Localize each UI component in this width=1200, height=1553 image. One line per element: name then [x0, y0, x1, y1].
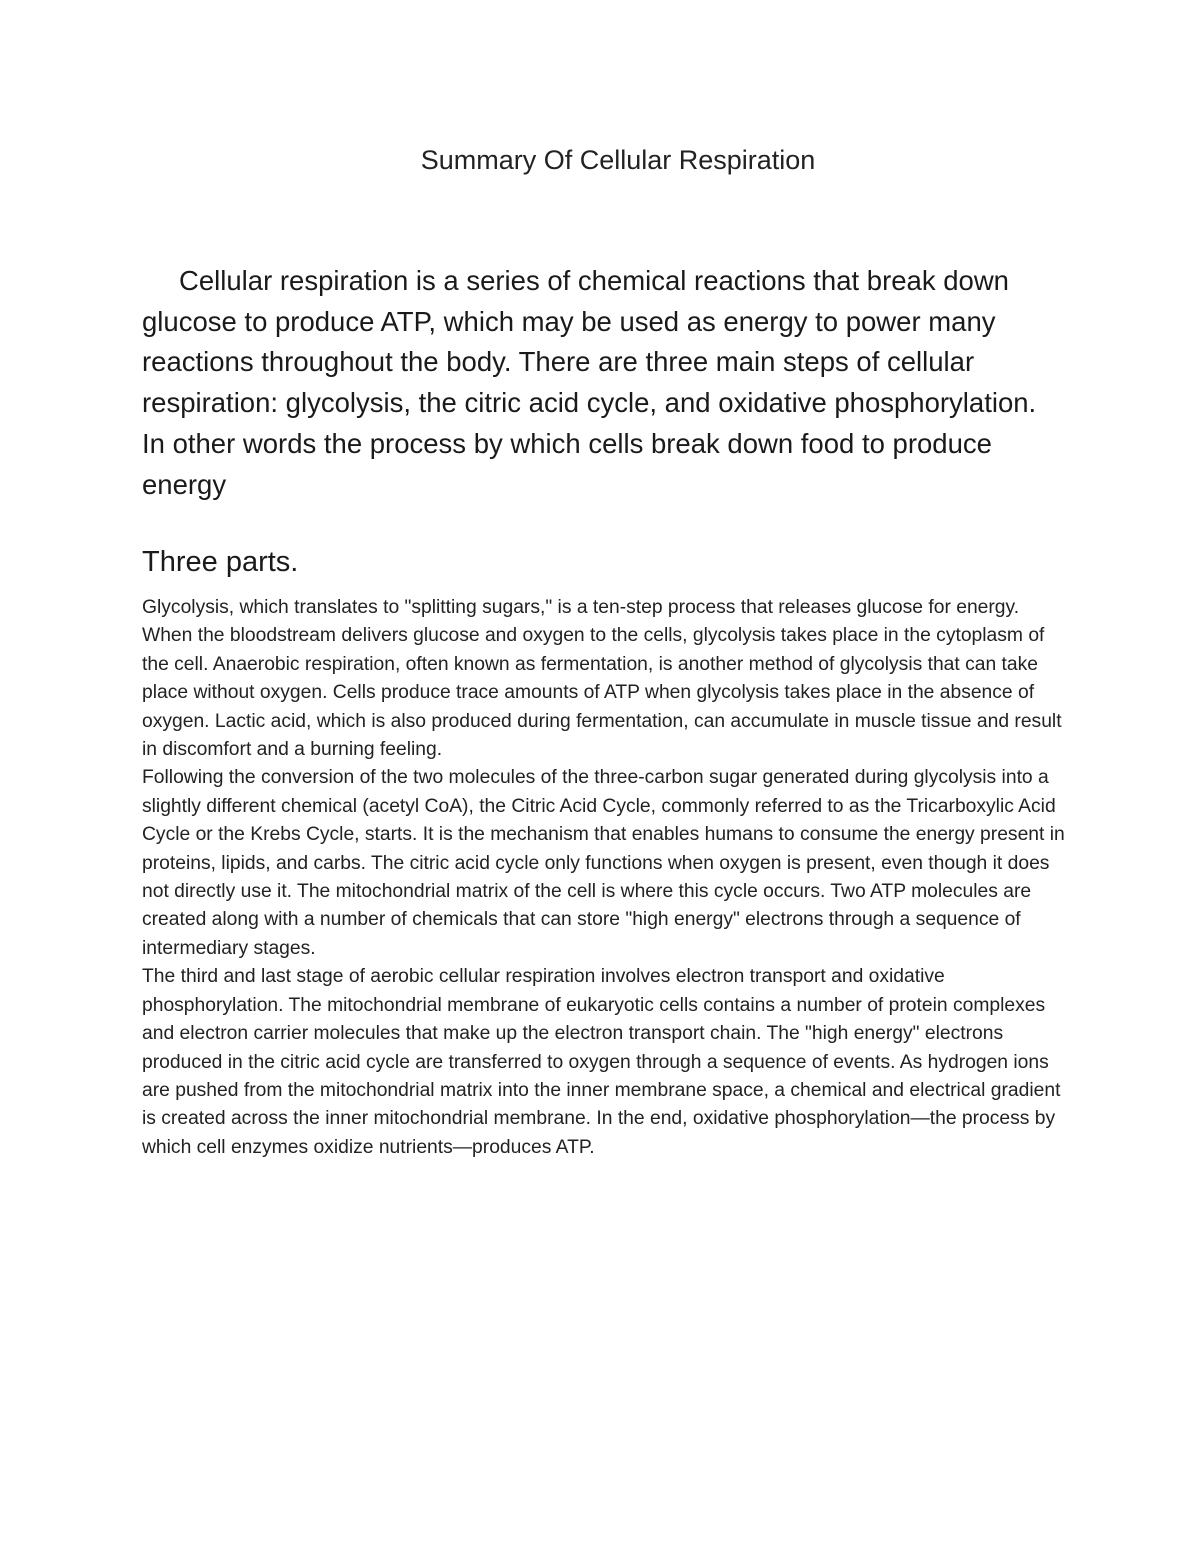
paragraph-glycolysis: Glycolysis, which translates to "splitting sugars," is a ten-step process that releases glucose for energy. When the bloodstream delivers glucose and oxygen to the cells, glycolysis takes place in the cytoplasm of the cell. Anaerobic respiration, often known as fermentation, is another method of glycolysis that can take place without oxygen. Cells produce trace amounts of ATP when glycolysis takes place in the absence of oxygen. Lactic acid, which is also produced during fermentation, can accumulate in muscle tissue and result in discomfort and a burning feeling.: [142, 597, 1062, 761]
document-title: Summary Of Cellular Respiration: [420, 145, 816, 175]
section-heading: Three parts.: [142, 546, 299, 578]
intro-paragraph: Cellular respiration is a series of chemical reactions that break down glucose to produce ATP, which may be used as energy to power many reactions throughout the body. There are three main steps of cellular respiration: glycolysis, the citric acid cycle, and oxidative phosphorylation. In other words the process by which cells break down food to produce energy: [142, 265, 1037, 500]
body-text: [142, 594, 1066, 1162]
paragraph-citric-acid-cycle: Following the conversion of the two molecules of the three-carbon sugar generated during glycolysis into a slightly different chemical (acetyl CoA), the Citric Acid Cycle, commonly referred to as the Tricarboxylic Acid Cycle or the Krebs Cycle, starts. It is the mechanism that enables humans to consume the energy present in proteins, lipids, and carbs. The citric acid cycle only functions when oxygen is present, even though it does not directly use it. The mitochondrial matrix of the cell is where this cycle occurs. Two ATP molecules are created along with a number of chemicals that can store "high energy" electrons through a sequence of intermediary stages.: [142, 767, 1065, 959]
paragraph-oxidative-phosphorylation: The third and last stage of aerobic cellular respiration involves electron transport and oxidative phosphorylation. The mitochondrial membrane of eukaryotic cells contains a number of protein complexes and electron carrier molecules that make up the electron transport chain. The "high energy" electrons produced in the citric acid cycle are transferred to oxygen through a sequence of events. As hydrogen ions are pushed from the mitochondrial matrix into the inner membrane space, a chemical and electrical gradient is created across the inner mitochondrial membrane. In the end, oxidative phosphorylation—the process by which cell enzymes oxidize nutrients—produces ATP.: [142, 966, 1061, 1158]
